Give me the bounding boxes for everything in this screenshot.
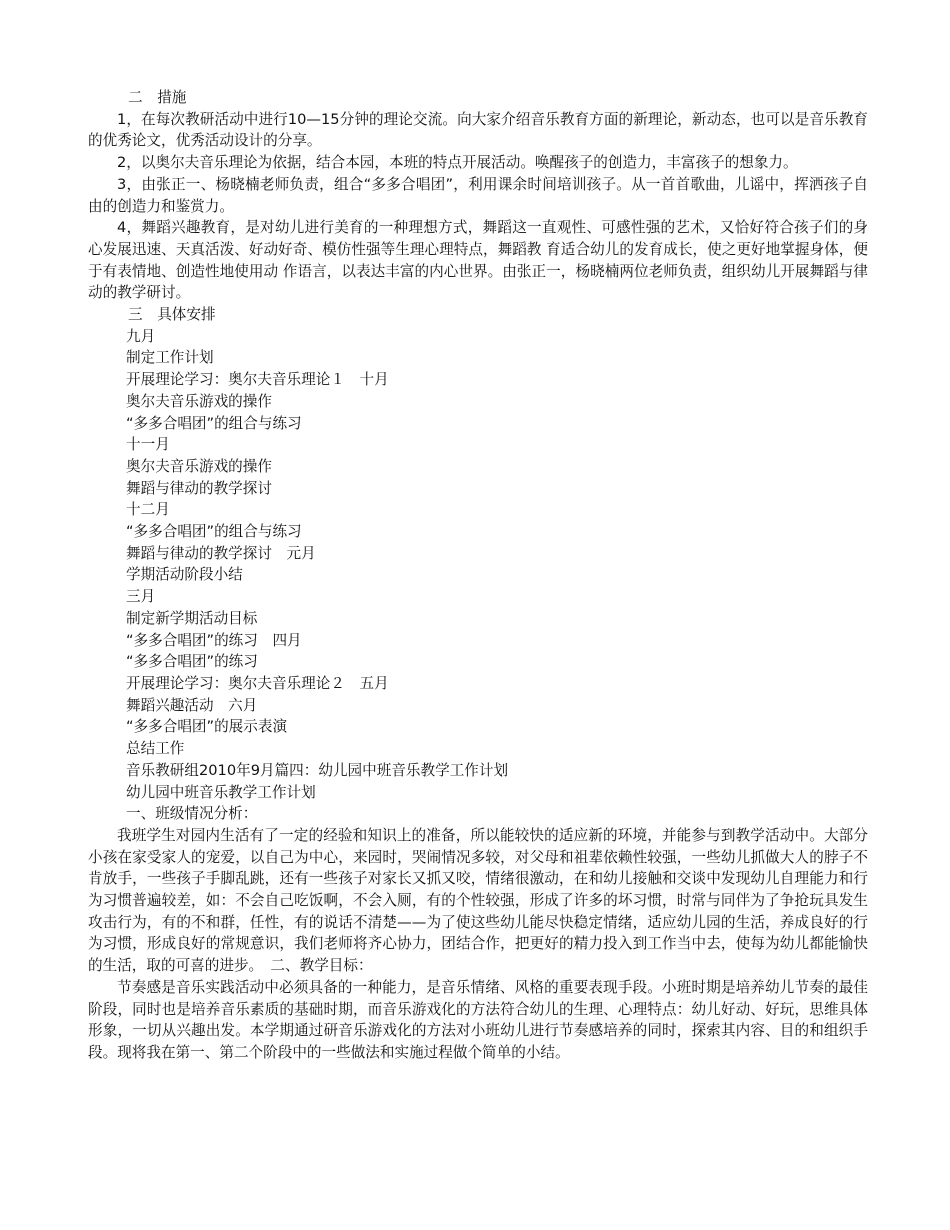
schedule-line: “多多合唱团”的练习 xyxy=(126,653,258,671)
schedule-line: “多多合唱团”的练习 四月 xyxy=(126,631,302,649)
schedule-line: “多多合唱团”的组合与练习 xyxy=(126,414,302,432)
schedule-line: 制定新学期活动目标 xyxy=(126,609,258,627)
schedule-line: 十一月 xyxy=(126,436,170,454)
schedule-line: 一、班级情况分析： xyxy=(126,805,258,823)
schedule-line: 开展理论学习：奥尔夫音乐理论２ 五月 xyxy=(126,674,389,692)
schedule-line: 舞蹈与律动的教学探讨 xyxy=(126,479,272,497)
schedule-line: 幼儿园中班音乐教学工作计划 xyxy=(126,783,316,801)
schedule-line: 九月 xyxy=(126,327,156,345)
measure-paragraph-1: 1，在每次教研活动中进行10—15分钟的理论交流。向大家介绍音乐教育方面的新理论，新动态，也可以是音乐教育的优秀论文，优秀活动设计的分享。 xyxy=(88,110,868,150)
schedule-line: 三月 xyxy=(126,588,156,606)
section-heading-measures: 二 措施 xyxy=(128,89,187,106)
class-analysis-paragraph: 我班学生对园内生活有了一定的经验和知识上的准备，所以能较快的适应新的环境，并能参与到教学活动中。大部分小孩在家受家人的宠爱，以自己为中心，来园时，哭闹情况多较，对父母和祖辈依赖性较强，一些幼儿抓做大人的脖子不肯放手，一些孩子手脚乱跳，还有一些孩子对家长又抓又咬，情绪很激动，在和幼儿接触和交谈中发现幼儿自理能力和行为习惯普遍较差，如：不会自己吃饭啊，不会入厕，有的个性较强，形成了许多的坏习惯，时常与同伴为了争抢玩具发生攻击行为，有的不和群，任性，有的说话不清楚——为了使这些幼儿能尽快稳定情绪，适应幼儿园的生活，养成良好的行为习惯，形成良好的常规意识，我们老师将齐心协力，团结合作，把更好的精力投入到工作当中去，使每为幼儿都能愉快的生活，取的可喜的进步。 二、教学目标： xyxy=(88,826,868,975)
schedule-line: 学期活动阶段小结 xyxy=(126,566,243,584)
schedule-line: “多多合唱团”的组合与练习 xyxy=(126,523,302,541)
document-page xyxy=(88,87,868,1064)
measure-paragraph-2: 2，以奥尔夫音乐理论为依据，结合本园，本班的特点开展活动。唤醒孩子的创造力，丰富孩子的想象力。 xyxy=(117,154,798,172)
section-heading-schedule: 三 具体安排 xyxy=(128,306,216,324)
schedule-line: 音乐教研组2010年9月篇四：幼儿园中班音乐教学工作计划 xyxy=(126,761,509,779)
schedule-line: 舞蹈兴趣活动 六月 xyxy=(126,696,258,714)
schedule-line: 十二月 xyxy=(126,501,170,519)
teaching-goal-paragraph: 节奏感是音乐实践活动中必须具备的一种能力，是音乐情绪、风格的重要表现手段。小班时期是培养幼儿节奏的最佳阶段，同时也是培养音乐素质的基础时期，而音乐游戏化的方法符合幼儿的生理、心理特点：幼儿好动、好玩，思维具体形象，一切从兴趣出发。本学期通过研音乐游戏化的方法对小班幼儿进行节奏感培养的同时，探索其内容、目的和组织手段。现将我在第一、第二个阶段中的一些做法和实施过程做个简单的小结。 xyxy=(88,978,868,1061)
schedule-line: 舞蹈与律动的教学探讨 元月 xyxy=(126,544,316,562)
measure-paragraph-4: 4，舞蹈兴趣教育，是对幼儿进行美育的一种理想方式，舞蹈这一直观性、可感性强的艺术，又恰好符合孩子们的身心发展迅速、天真活泼、好动好奇、模仿性强等生理心理特点，舞蹈教 育适合幼儿的发育成长，使之更好地掌握身体，便于有表情地、创造性地使用动 作语言，以表达丰富的内心世界。由张正一，杨晓楠两位老师负责，组织幼儿开展舞蹈与律动的教学研讨。 xyxy=(88,219,868,302)
measure-paragraph-3: 3，由张正一、杨晓楠老师负责，组合“多多合唱团”，利用课余时间培训孩子。从一首首歌曲，儿谣中，挥洒孩子自由的创造力和鉴赏力。 xyxy=(88,175,868,215)
schedule-line: 奥尔夫音乐游戏的操作 xyxy=(126,457,272,475)
schedule-line: 制定工作计划 xyxy=(126,349,214,367)
schedule-line: “多多合唱团”的展示表演 xyxy=(126,718,288,736)
schedule-line: 总结工作 xyxy=(126,740,185,758)
schedule-line: 开展理论学习：奥尔夫音乐理论１ 十月 xyxy=(126,371,389,389)
schedule-line: 奥尔夫音乐游戏的操作 xyxy=(126,392,272,410)
